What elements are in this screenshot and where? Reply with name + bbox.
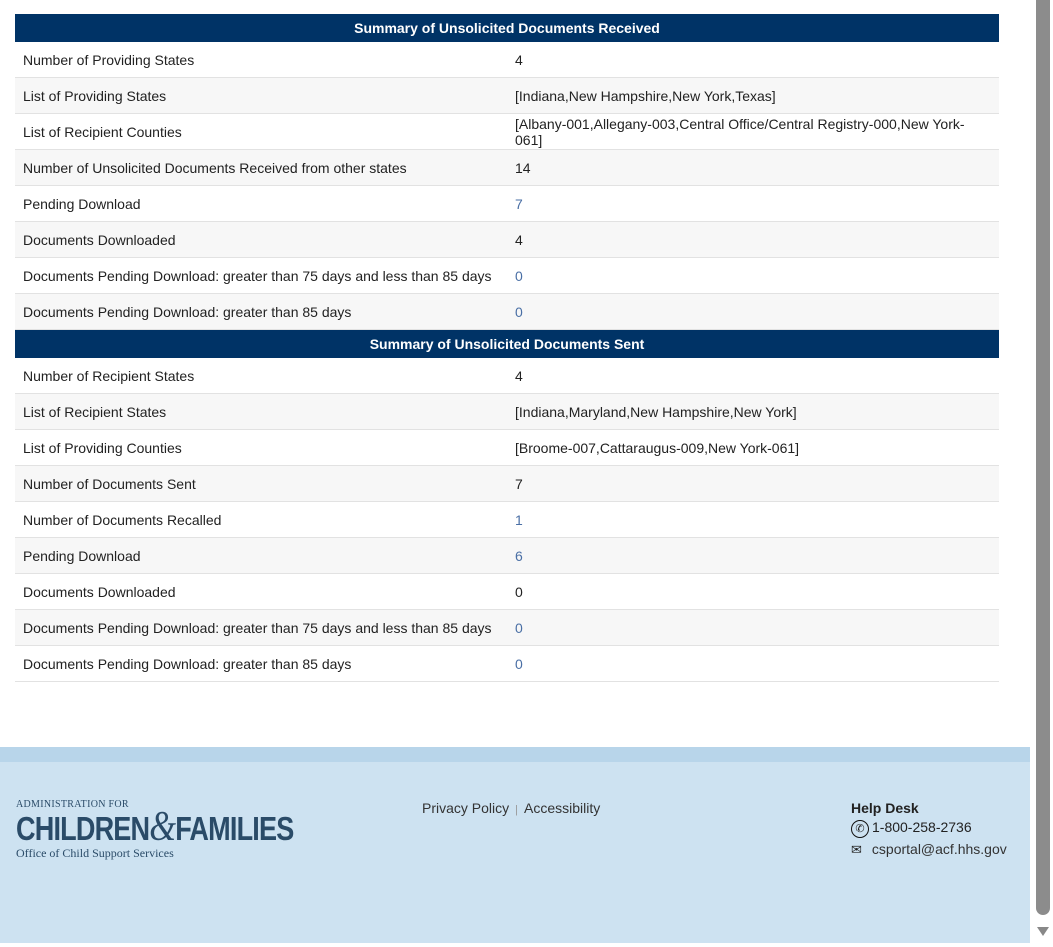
help-email[interactable]: csportal@acf.hhs.gov <box>871 841 1007 857</box>
row-label: List of Recipient States <box>15 394 515 430</box>
section-header-received <box>15 14 999 42</box>
row-value: 4 <box>515 231 523 248</box>
row-value-link[interactable]: 6 <box>515 547 523 564</box>
row-value-cell <box>515 646 999 682</box>
table-row <box>15 186 999 222</box>
footer <box>0 747 1030 943</box>
help-desk <box>851 800 1007 861</box>
row-value-cell <box>515 538 999 574</box>
table-row <box>15 430 999 466</box>
scrollbar[interactable] <box>1033 0 1053 947</box>
row-value: 4 <box>515 367 523 384</box>
row-value-cell <box>515 114 999 150</box>
section-header-sent <box>15 330 999 359</box>
row-label: Documents Downloaded <box>15 222 515 258</box>
section-title: Summary of Unsolicited Documents Sent <box>15 330 999 359</box>
table-row <box>15 358 999 394</box>
row-value-link[interactable]: 7 <box>515 195 523 212</box>
table-row <box>15 502 999 538</box>
table-row <box>15 538 999 574</box>
row-label: Number of Providing States <box>15 42 515 78</box>
row-value: [Broome-007,Cattaraugus-009,New York-061] <box>515 439 800 456</box>
row-value-link[interactable]: 0 <box>515 655 523 672</box>
table-row <box>15 42 999 78</box>
row-label: List of Recipient Counties <box>15 114 515 150</box>
row-value: [Albany-001,Allegany-003,Central Office/Central Registry-000,New York-061] <box>515 115 965 148</box>
row-value-cell <box>515 78 999 114</box>
row-value-link[interactable]: 1 <box>515 511 523 528</box>
row-value-link[interactable]: 0 <box>515 267 523 284</box>
row-value-cell <box>515 258 999 294</box>
row-value: 7 <box>515 475 523 492</box>
row-value-cell <box>515 358 999 394</box>
logo-ampersand: & <box>149 804 176 850</box>
table-row <box>15 294 999 330</box>
accessibility-link[interactable]: Accessibility <box>524 800 601 816</box>
table-row <box>15 222 999 258</box>
row-value-cell <box>515 294 999 330</box>
row-label: Documents Pending Download: greater than 85 days <box>15 646 515 682</box>
row-label: Number of Recipient States <box>15 358 515 394</box>
row-value-cell <box>515 574 999 610</box>
table-row <box>15 394 999 430</box>
scrollbar-thumb[interactable] <box>1036 0 1050 915</box>
row-value-cell <box>515 222 999 258</box>
logo-subtitle: Office of Child Support Services <box>16 846 174 860</box>
privacy-policy-link[interactable]: Privacy Policy <box>422 800 510 816</box>
row-label: Documents Downloaded <box>15 574 515 610</box>
row-value-cell <box>515 466 999 502</box>
table-row <box>15 610 999 646</box>
help-desk-title: Help Desk <box>851 800 919 816</box>
phone-icon: ✆ <box>851 820 869 838</box>
row-value-cell <box>515 394 999 430</box>
scroll-down-arrow-icon[interactable] <box>1037 927 1049 936</box>
acf-logo[interactable] <box>16 799 354 861</box>
footer-links <box>422 800 600 816</box>
row-value-cell <box>515 430 999 466</box>
row-label: Pending Download <box>15 538 515 574</box>
envelope-icon: ✉ <box>851 842 862 857</box>
summary-table <box>15 14 999 682</box>
table-row <box>15 150 999 186</box>
row-value: 0 <box>515 583 523 600</box>
row-label: List of Providing States <box>15 78 515 114</box>
logo-top-text: ADMINISTRATION FOR <box>16 799 129 810</box>
row-value-link[interactable]: 0 <box>515 303 523 320</box>
row-value-cell <box>515 610 999 646</box>
table-row <box>15 78 999 114</box>
row-label: List of Providing Counties <box>15 430 515 466</box>
row-label: Documents Pending Download: greater than 85 days <box>15 294 515 330</box>
help-phone: 1-800-258-2736 <box>872 819 972 835</box>
table-row <box>15 574 999 610</box>
row-value: 14 <box>515 159 531 176</box>
table-row <box>15 646 999 682</box>
row-label: Number of Documents Sent <box>15 466 515 502</box>
table-row <box>15 114 999 150</box>
row-label: Number of Documents Recalled <box>15 502 515 538</box>
table-row <box>15 258 999 294</box>
link-separator: | <box>515 804 518 816</box>
logo-children: CHILDREN <box>16 810 150 847</box>
row-value-cell <box>515 502 999 538</box>
row-label: Documents Pending Download: greater than 75 days and less than 85 days <box>15 258 515 294</box>
row-label: Documents Pending Download: greater than 75 days and less than 85 days <box>15 610 515 646</box>
table-row <box>15 466 999 502</box>
row-value-link[interactable]: 0 <box>515 619 523 636</box>
summary-content <box>15 14 999 682</box>
row-value: [Indiana,Maryland,New Hampshire,New York] <box>515 403 797 420</box>
row-value-cell <box>515 150 999 186</box>
row-value-cell <box>515 186 999 222</box>
row-value: 4 <box>515 51 523 68</box>
row-label: Pending Download <box>15 186 515 222</box>
logo-families: FAMILIES <box>175 810 294 847</box>
row-label: Number of Unsolicited Documents Received from other states <box>15 150 515 186</box>
row-value-cell <box>515 42 999 78</box>
section-title: Summary of Unsolicited Documents Received <box>15 14 999 42</box>
row-value: [Indiana,New Hampshire,New York,Texas] <box>515 87 776 104</box>
